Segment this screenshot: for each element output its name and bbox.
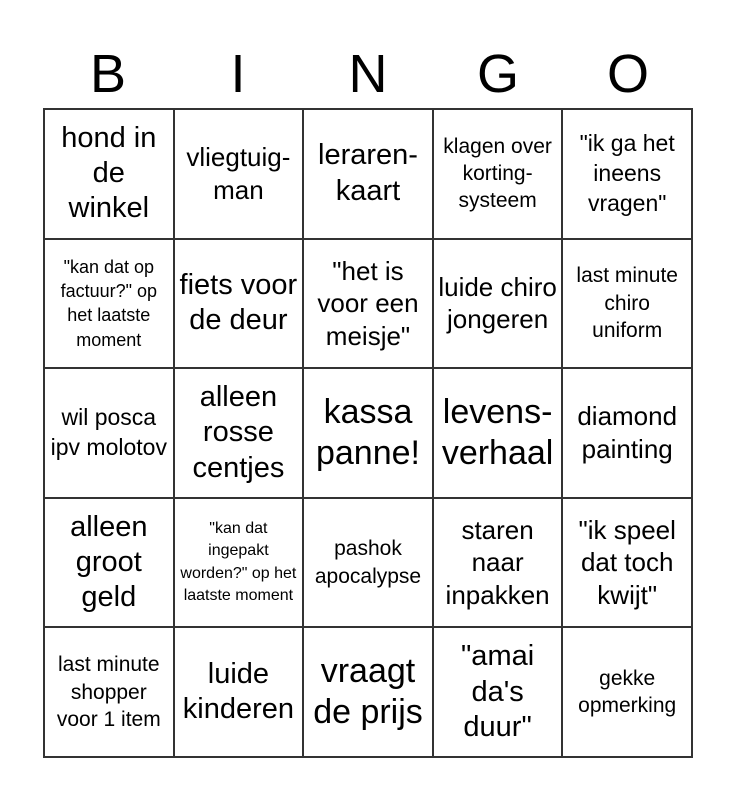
bingo-cell[interactable] <box>303 627 433 757</box>
header-letter-n: N <box>348 44 388 104</box>
bingo-cell[interactable] <box>174 368 304 498</box>
bingo-cell[interactable] <box>174 498 304 628</box>
cell-text: levens-verhaal <box>441 393 554 472</box>
bingo-cell[interactable] <box>44 368 174 498</box>
bingo-cell[interactable] <box>44 498 174 628</box>
cell-text: alleen groot geld <box>70 510 148 614</box>
cell-text: alleen rosse centjes <box>192 380 285 484</box>
bingo-cell[interactable] <box>303 368 433 498</box>
cell-text: vliegtuig-man <box>186 142 291 205</box>
cell-text: last minute chiro uniform <box>576 264 678 343</box>
bingo-cell[interactable] <box>174 109 304 239</box>
cell-text: wil posca ipv molotov <box>50 404 167 460</box>
bingo-cell[interactable] <box>303 498 433 628</box>
cell-text: luide kinderen <box>182 657 295 726</box>
cell-text: "amai da's duur" <box>461 640 535 743</box>
bingo-cell[interactable] <box>174 627 304 757</box>
cell-text: luide chiro jongeren <box>438 271 557 335</box>
bingo-header <box>43 40 693 108</box>
bingo-cell[interactable] <box>562 627 692 757</box>
cell-text: "het is voor een meisje" <box>317 255 419 351</box>
bingo-cell[interactable] <box>44 109 174 239</box>
bingo-cell[interactable] <box>562 109 692 239</box>
cell-text: "ik speel dat toch kwijt" <box>578 514 676 610</box>
bingo-cell[interactable] <box>433 239 563 369</box>
cell-text: gekke opmerking <box>578 666 677 718</box>
cell-text: fiets voor de deur <box>179 269 298 337</box>
bingo-cell[interactable] <box>562 498 692 628</box>
header-letter-b: B <box>89 44 127 104</box>
header-letter-o: O <box>606 44 649 104</box>
cell-text: pashok apocalypse <box>314 537 422 588</box>
bingo-cell[interactable] <box>303 109 433 239</box>
bingo-cell[interactable] <box>562 239 692 369</box>
bingo-cell[interactable] <box>44 627 174 757</box>
cell-text: vraagt de prijs <box>313 652 423 732</box>
cell-text: last minute shopper voor 1 item <box>56 653 161 731</box>
cell-text: "kan dat ingepakt worden?" op het laatste moment <box>180 519 297 604</box>
bingo-board <box>43 108 693 758</box>
cell-text: staren naar inpakken <box>445 514 550 610</box>
bingo-cell[interactable] <box>433 368 563 498</box>
header-letter-i: I <box>230 44 246 104</box>
cell-text: leraren-kaart <box>318 139 418 207</box>
cell-text: diamond painting <box>577 401 678 464</box>
bingo-cell[interactable] <box>433 109 563 239</box>
bingo-cell[interactable] <box>303 239 433 369</box>
bingo-cell[interactable] <box>44 239 174 369</box>
cell-text: "kan dat op factuur?" op het laatste moment <box>60 256 158 350</box>
bingo-cell[interactable] <box>433 498 563 628</box>
bingo-cell[interactable] <box>562 368 692 498</box>
cell-text: "ik ga het ineens vragen" <box>579 129 675 216</box>
cell-text: hond in de winkel <box>61 121 157 225</box>
bingo-cell[interactable] <box>433 627 563 757</box>
header-letter-g: G <box>476 44 519 104</box>
cell-text: klagen over korting-systeem <box>443 134 552 213</box>
bingo-cell[interactable] <box>174 239 304 369</box>
cell-text: kassa panne! <box>315 393 420 472</box>
